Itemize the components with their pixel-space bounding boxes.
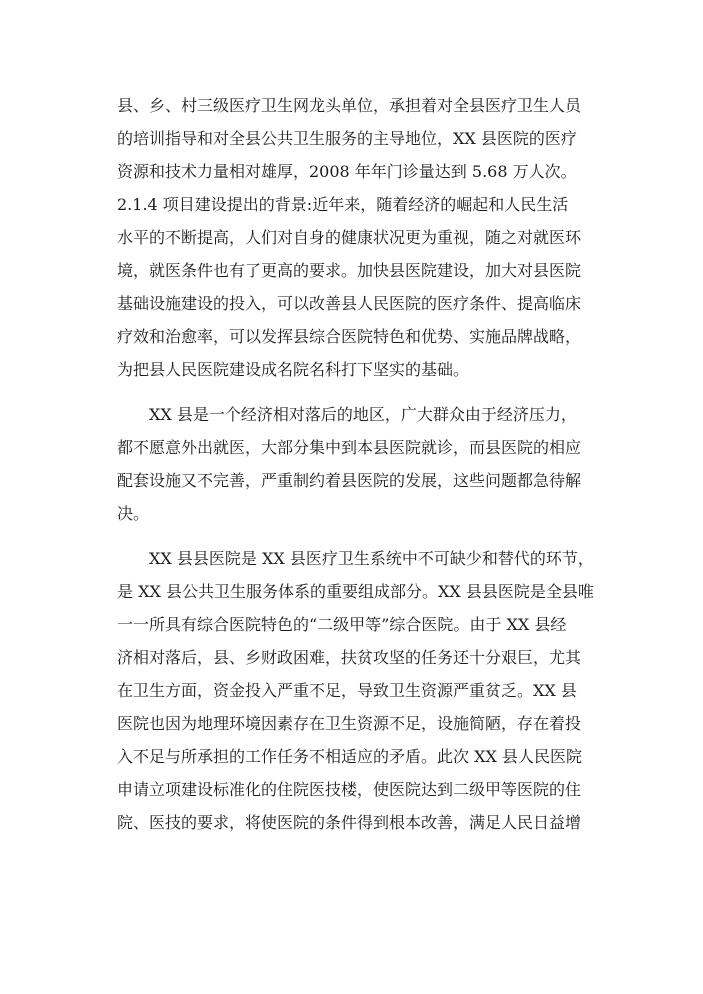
text-line: 入不足与所承担的工作任务不相适应的矛盾。此次 XX 县人民医院 <box>117 747 582 766</box>
text-line: 资源和技术力量相对雄厚，2008 年年门诊量达到 5.68 万人次。 <box>117 162 577 181</box>
paragraph-hospital-status <box>117 89 597 188</box>
paragraph-county-hospital-role <box>117 542 597 839</box>
text-line: 境，就医条件也有了更高的要求。加快县医院建设，加大对县医院 <box>117 261 582 280</box>
text-line: 基础设施建设的投入，可以改善县人民医院的医疗条件、提高临床 <box>117 294 582 313</box>
text-line: 济相对落后，县、乡财政困难，扶贫攻坚的任务还十分艰巨，尤其 <box>117 648 582 667</box>
text-line: 县、乡、村三级医疗卫生网龙头单位，承担着对全县医疗卫生人员 <box>117 96 582 115</box>
text-line: 在卫生方面，资金投入严重不足，导致卫生资源严重贫乏。XX 县 <box>117 681 577 700</box>
text-line: 为把县人民医院建设成名院名科打下坚实的基础。 <box>117 360 470 379</box>
text-line: 申请立项建设标准化的住院医技楼，使医院达到二级甲等医院的住 <box>117 780 582 799</box>
text-line: 的培训指导和对全县公共卫生服务的主导地位，XX 县医院的医疗 <box>117 129 577 148</box>
text-line: 医院也因为地理环境因素存在卫生资源不足，设施简陋，存在着投 <box>117 714 582 733</box>
text-line: 水平的不断提高，人们对自身的健康状况更为重视，随之对就医环 <box>117 228 582 247</box>
text-line: 决。 <box>117 504 150 523</box>
text-line: 配套设施又不完善，严重制约着县医院的发展，这些问题都急待解 <box>117 471 582 490</box>
section-heading-line: 2.1.4 项目建设提出的背景:近年来，随着经济的崛起和人民生活 <box>117 195 569 214</box>
document-body <box>117 89 597 839</box>
text-line: 是 XX 县公共卫生服务体系的重要组成部分。XX 县县医院是全县唯 <box>117 582 594 601</box>
text-line: 一一所具有综合医院特色的“二级甲等”综合医院。由于 XX 县经 <box>117 615 567 634</box>
text-line: 疗效和治愈率，可以发挥县综合医院特色和优势、实施品牌战略， <box>117 327 582 346</box>
text-line: XX 县是一个经济相对落后的地区，广大群众由于经济压力， <box>149 405 577 424</box>
paragraph-spacer <box>117 386 597 398</box>
paragraph-economic-situation <box>117 398 597 530</box>
text-line: XX 县县医院是 XX 县医疗卫生系统中不可缺少和替代的环节， <box>149 549 594 568</box>
paragraph-spacer <box>117 530 597 542</box>
text-line: 院、医技的要求，将使医院的条件得到根本改善，满足人民日益增 <box>117 813 582 832</box>
text-line: 都不愿意外出就医，大部分集中到本县医院就诊，而县医院的相应 <box>117 438 582 457</box>
paragraph-section-2-1-4-background <box>117 188 597 386</box>
